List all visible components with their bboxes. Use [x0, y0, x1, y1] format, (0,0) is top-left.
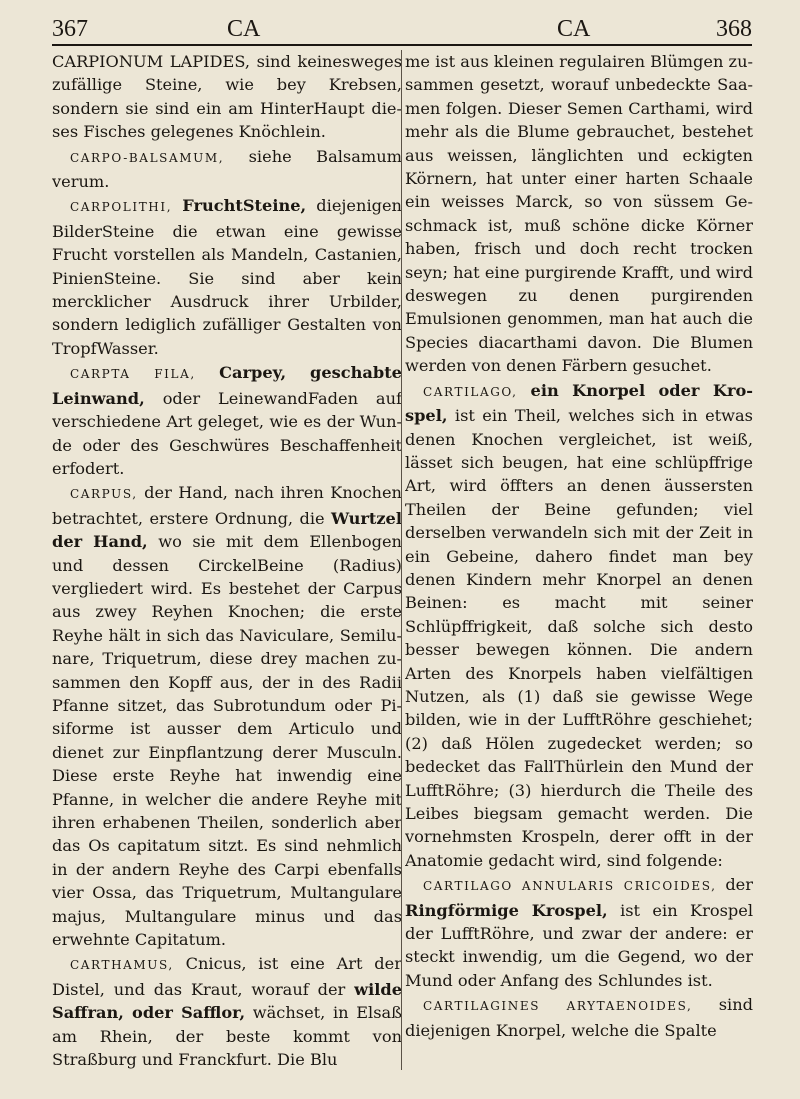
entry-carthamus-continued [405, 50, 753, 378]
lemma: CARPTA FILA, [70, 367, 196, 382]
lemma: CARPO-BALSAMUM, [70, 150, 225, 165]
entry-text: me ist aus kleinen regulairen Blümgen zusammen gesetzt, worauf unbedeckte Saamen folgen. Dieser Semen Carthami, wird mehr als die Blume gebrauchet, bestehet aus weissen, länglichten und eckigten Körnern, hat unter einer harten Schaale ein weisses Marck, so von süssem Geschmack ist, muß schöne dicke Körner haben, frisch und doch recht trocken seyn; hat eine purgirende Krafft, und wird deswegen zu denen purgirenden Emulsionen genommen, man hat auch die Species diacarthami davon. Die Blumen werden von denen Färbern gesuchet. [405, 52, 753, 376]
right-column [405, 50, 753, 1080]
german-headword: Ringförmige Krospel, [405, 900, 608, 920]
entry-cartilagines-arytaenoides [405, 993, 753, 1042]
lemma: CARTILAGO, [423, 384, 518, 399]
entry-carthamus [52, 952, 402, 1071]
entry-text: ist ein Theil, welches sich in etwas denen Knochen vergleichet, ist weiß, lässet sich beugen, hat eine schlüpffrige Art, wird öffters an denen äussersten Theilen der Beine gefunden; viel derselben verwandeln sich mit der Zeit in ein Gebeine, dahero findet man bey denen Kindern mehr Knorpel an denen Beinen: es macht mit seiner Schlüpffrigkeit, daß solche sich desto besser bewegen können. Die andern Arten des Knorpels haben vielfältigen Nutzen, als (1) daß sie gewisse Wege bilden, wie in der LufftRöhre geschiehet; (2) daß Hölen zugedecket werden; so bedecket das FallThürlein den Mund der LufftRöhre; (3) hierdurch die Theile des Leibes biegsam gemacht werden. Die vornehmsten Krospeln, derer offt in der Anatomie gedacht wird, sind folgende: [405, 406, 753, 870]
column-divider [401, 50, 402, 1070]
entry-carpolithi [52, 194, 402, 360]
entry-text: CARPIONUM LAPIDES, sind keinesweges zufällige Steine, wie bey Krebsen, sondern sie sind ein am HinterHaupt dieses Fisches gelegenes Knöchlein. [52, 52, 402, 142]
german-headword: Carpey, geschabte Leinwand, [52, 363, 402, 408]
entry-carpta-fila [52, 361, 402, 480]
entry-text: ist ein Krospel der LufftRöhre, und zwar der andere: er steckt inwendig, um die Gegend, wo der Mund oder Anfang des Schlundes ist. [405, 900, 753, 990]
right-running-headword: CA [557, 16, 591, 42]
entry-text: wo sie mit dem Ellenbogen und dessen CirckelBeine (Radius) vergliedert wird. Es bestehet der Carpus aus zwey Reyhen Knochen; die erste Reyhe hält in sich das Naviculare, Semilunare, Triquetrum, diese drey machen zusammen den Kopff aus, der in des Radii Pfanne sitzet, das Subrotundum oder Pisiforme ist ausser dem Articulo und dienet zur Einpflantzung derer Musculn. Diese erste Reyhe hat inwendig eine Pfanne, in welcher die andere Reyhe mit ihren erhabenen Theilen, sonderlich aber das Os capitatum sitzt. Es sind nehmlich in der andern Reyhe des Carpi ebenfalls vier Ossa, das Triquetrum, Multangulare majus, Multangulare minus und das erwehnte Capitatum. [52, 532, 402, 950]
entry-text: oder LeinewandFaden auf verschiedene Art geleget, wie es der Wunde oder des Geschwüres Beschaffenheit erfodert. [52, 388, 402, 478]
entry-text: sind diejenigen Knorpel, welche die Spalte [405, 995, 753, 1040]
right-page-number: 368 [716, 16, 752, 42]
german-headword: FruchtSteine, [182, 196, 307, 216]
lemma: CARPOLITHI, [70, 200, 173, 215]
german-headword: ein Knorpel oder Krospel, [405, 380, 753, 426]
entry-carpionum-lapides [52, 50, 402, 144]
lemma: CARPUS, [70, 487, 138, 502]
entry-cartilago [405, 379, 753, 873]
entry-carpus [52, 481, 402, 951]
lemma: CARTILAGO ANNULARIS CRICOIDES, [423, 879, 717, 894]
entry-text: Cnicus, ist eine Art der Distel, und das Kraut, worauf der [52, 954, 402, 999]
entry-carpo-balsamum [52, 145, 402, 194]
entry-text: wächset, in Elsaß am Rhein, der beste kommt von Straßburg und Franckfurt. Die Blu [52, 1003, 402, 1070]
entry-text: siehe Balsamum verum. [52, 146, 402, 192]
entry-text: diejenigen BilderSteine die etwan eine gewisse Frucht vorstellen als Mandeln, Castanien, PinienSteine. Sie sind aber kein mercklicher Ausdruck ihrer Urbilder, sondern lediglich zufälliger Gestalten von TropfWasser. [52, 196, 402, 358]
page-header [52, 8, 752, 44]
left-column [52, 50, 402, 1080]
left-page-number: 367 [52, 16, 88, 42]
entry-text: der Hand, nach ihren Knochen betrachtet, erstere Ordnung, die [52, 483, 402, 528]
entry-cartilago-annularis [405, 873, 753, 992]
lemma: CARTILAGINES ARYTAENOIDES, [423, 999, 693, 1014]
lemma: CARTHAMUS, [70, 958, 174, 973]
german-headword: Wurtzel der Hand, [52, 508, 402, 552]
german-headword: wilde Saffran, oder Safflor, [52, 979, 402, 1023]
header-rule [52, 44, 752, 46]
left-running-headword: CA [227, 16, 261, 42]
entry-text: der [725, 875, 753, 895]
